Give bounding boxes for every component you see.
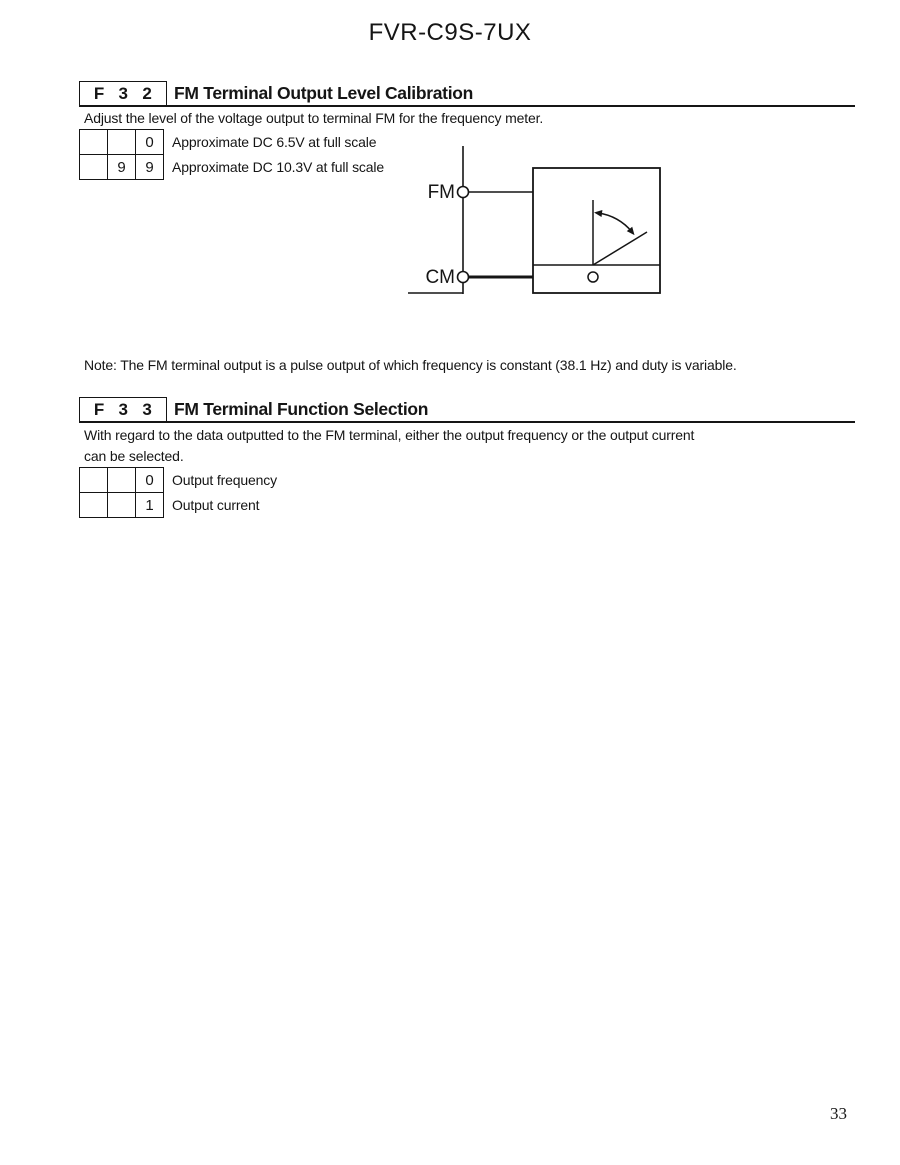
code-cell bbox=[80, 155, 108, 180]
table-row bbox=[80, 468, 278, 493]
code-cell: 0 bbox=[136, 468, 164, 493]
code-cell bbox=[108, 130, 136, 155]
document-title: FVR-C9S-7UX bbox=[368, 19, 532, 46]
page-number: 33 bbox=[830, 1104, 847, 1123]
code-cell bbox=[108, 493, 136, 518]
code-cell: 0 bbox=[136, 130, 164, 155]
setting-table-f32 bbox=[79, 129, 385, 180]
code-cell bbox=[80, 468, 108, 493]
note-text: Note: The FM terminal output is a pulse output of which frequency is constant (38.1 Hz) and duty is variable. bbox=[84, 357, 737, 373]
section-header-f33 bbox=[79, 397, 855, 423]
table-row bbox=[80, 493, 278, 518]
code-cell: 9 bbox=[108, 155, 136, 180]
code-digit: 3 bbox=[118, 399, 128, 419]
section-f33-description bbox=[84, 425, 694, 467]
fm-terminal-label: FM bbox=[427, 182, 455, 203]
code-cell: 1 bbox=[136, 493, 164, 518]
row-label: Approximate DC 6.5V at full scale bbox=[172, 134, 377, 150]
code-cell bbox=[108, 468, 136, 493]
code-digit: 3 bbox=[118, 83, 128, 103]
row-label: Output current bbox=[172, 497, 260, 513]
cm-terminal-circle bbox=[458, 272, 469, 283]
fm-wiring-diagram bbox=[380, 140, 680, 305]
table-row bbox=[80, 155, 385, 180]
section-title-f33: FM Terminal Function Selection bbox=[174, 398, 429, 419]
code-digit: 3 bbox=[142, 399, 152, 419]
meter-needle-deflected bbox=[593, 232, 647, 265]
row-label: Output frequency bbox=[172, 472, 277, 488]
section-title-f32: FM Terminal Output Level Calibration bbox=[174, 82, 474, 103]
description-line: can be selected. bbox=[84, 448, 184, 464]
function-code-box-f33 bbox=[79, 397, 167, 421]
code-digit: F bbox=[93, 399, 105, 419]
setting-table-f33 bbox=[79, 467, 278, 518]
meter-sweep-arrow bbox=[598, 213, 632, 232]
code-digit: 2 bbox=[142, 83, 152, 103]
description-line: With regard to the data outputted to the FM terminal, either the output frequency or the output current bbox=[84, 427, 695, 443]
row-label: Approximate DC 10.3V at full scale bbox=[172, 159, 385, 175]
code-digit: F bbox=[93, 83, 105, 103]
meter-zero-adjust-circle bbox=[588, 272, 598, 282]
fm-terminal-circle bbox=[458, 187, 469, 198]
code-cell: 9 bbox=[136, 155, 164, 180]
code-cell bbox=[80, 130, 108, 155]
section-header-f32 bbox=[79, 81, 855, 107]
section-f32-description: Adjust the level of the voltage output to terminal FM for the frequency meter. bbox=[84, 110, 544, 126]
table-row bbox=[80, 130, 385, 155]
cm-terminal-label: CM bbox=[425, 267, 455, 288]
function-code-box-f32 bbox=[79, 81, 167, 105]
code-cell bbox=[80, 493, 108, 518]
